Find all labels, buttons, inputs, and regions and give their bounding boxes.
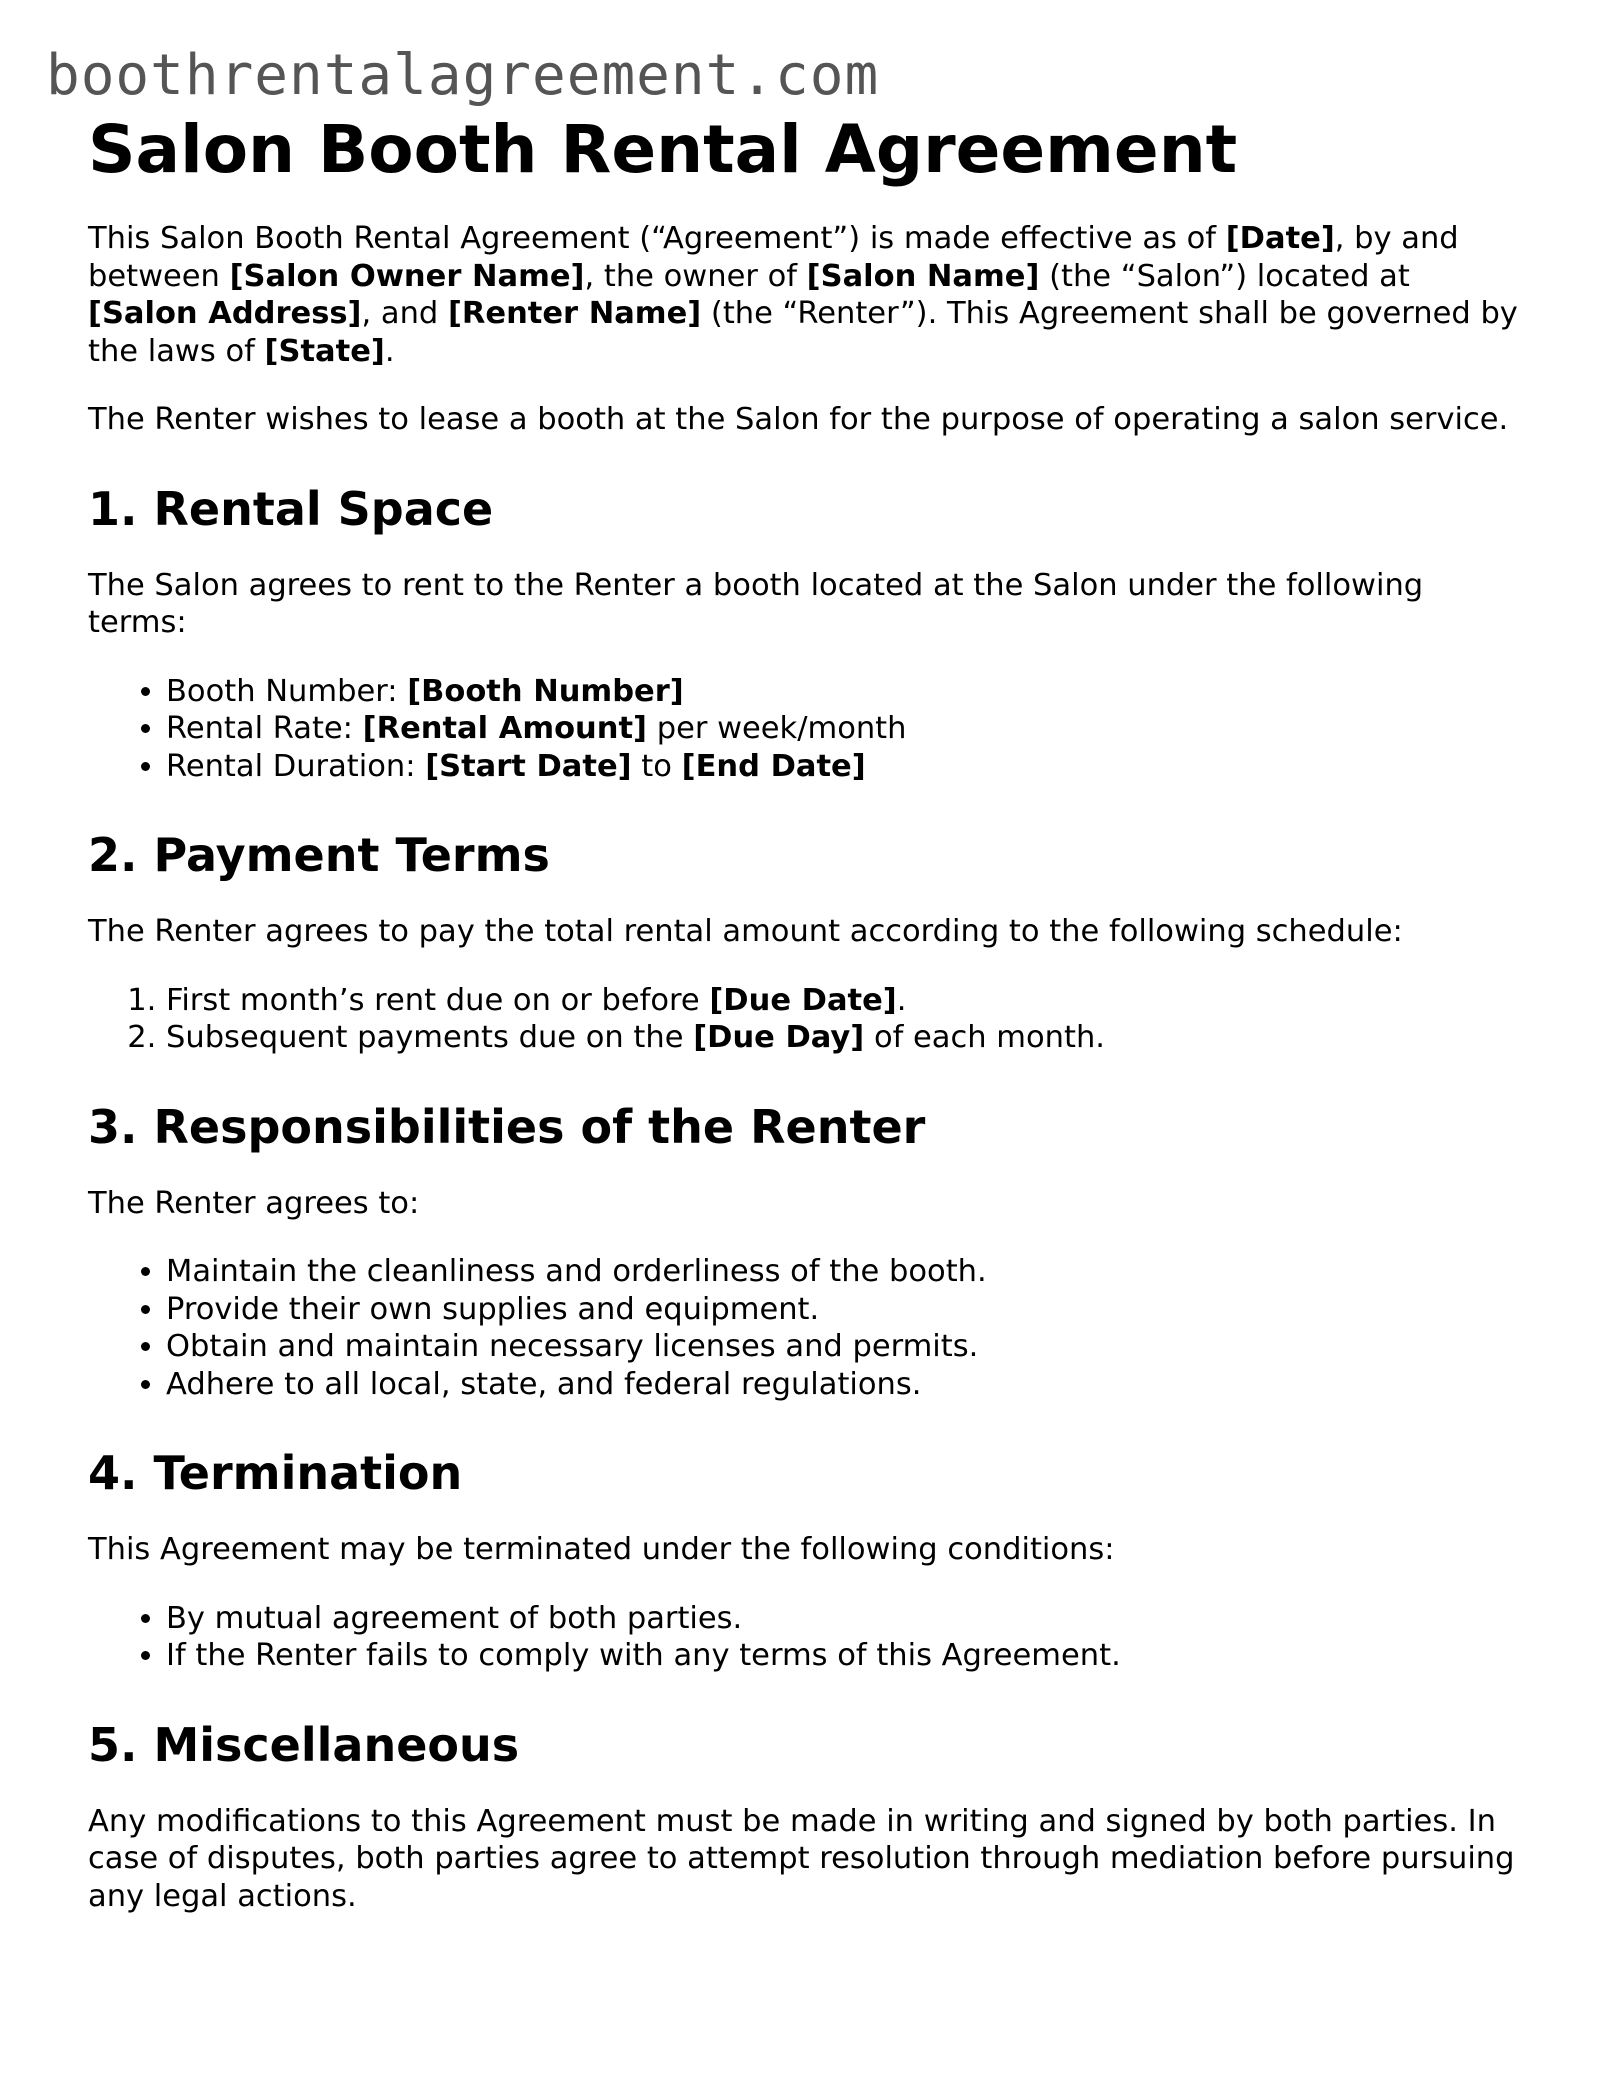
list-item: • Rental Duration: [Start Date] to [End Date] bbox=[166, 748, 1528, 786]
list-item: • Booth Number: [Booth Number] bbox=[166, 673, 1528, 711]
list-item: • If the Renter fails to comply with any terms of this Agreement. bbox=[166, 1637, 1528, 1675]
document-title: Salon Booth Rental Agreement bbox=[88, 111, 1238, 188]
responsibilities-list bbox=[88, 1253, 1528, 1403]
section-heading-responsibilities: 3. Responsibilities of the Renter bbox=[88, 1099, 926, 1154]
section-heading-rental-space: 1. Rental Space bbox=[88, 481, 494, 536]
termination-intro: This Agreement may be terminated under the following conditions: bbox=[88, 1532, 1115, 1567]
payment-terms-intro: The Renter agrees to pay the total rental amount according to the following schedule: bbox=[88, 914, 1403, 949]
list-item: • Maintain the cleanliness and orderliness of the booth. bbox=[166, 1253, 1528, 1291]
salon-address-placeholder: [Salon Address] bbox=[88, 296, 362, 331]
termination-list bbox=[88, 1600, 1528, 1675]
document bbox=[88, 108, 1528, 1946]
intro-paragraph: This Salon Booth Rental Agreement (“Agreement”) is made effective as of [Date], by and between [Salon Owner Name], the owner of [Salon Name] (the “Salon”) located at [Salon Address], and [Renter Name] (the “Renter”). This Agreement shall be governed by the laws of [State]. bbox=[88, 221, 1518, 369]
state-placeholder: [State] bbox=[264, 333, 385, 369]
section-heading-miscellaneous: 5. Miscellaneous bbox=[88, 1717, 520, 1772]
list-item: 1. First month’s rent due on or before [Due Date]. bbox=[166, 982, 1528, 1020]
purpose-paragraph: The Renter wishes to lease a booth at the Salon for the purpose of operating a salon service. bbox=[88, 402, 1509, 437]
list-item: • Adhere to all local, state, and federal regulations. bbox=[166, 1366, 1528, 1404]
list-item: 2. Subsequent payments due on the [Due Day] of each month. bbox=[166, 1019, 1528, 1057]
payment-schedule-list bbox=[88, 982, 1528, 1057]
miscellaneous-body: Any modifications to this Agreement must be made in writing and signed by both parties. In case of disputes, both parties agree to attempt resolution through mediation before pursuing any legal actions. bbox=[88, 1803, 1515, 1914]
renter-name-placeholder: [Renter Name] bbox=[447, 296, 702, 331]
list-item: • Provide their own supplies and equipment. bbox=[166, 1291, 1528, 1329]
section-heading-termination: 4. Termination bbox=[88, 1446, 463, 1500]
responsibilities-intro: The Renter agrees to: bbox=[88, 1185, 420, 1221]
list-item: • Rental Rate: [Rental Amount] per week/month bbox=[166, 710, 1528, 748]
date-placeholder: [Date] bbox=[1225, 221, 1335, 256]
rental-space-intro: The Salon agrees to rent to the Renter a booth located at the Salon under the following terms: bbox=[88, 567, 1424, 640]
list-item: • Obtain and maintain necessary licenses and permits. bbox=[166, 1328, 1528, 1366]
watermark: boothrentalagreement.com bbox=[46, 43, 880, 108]
rental-terms-list bbox=[88, 673, 1528, 786]
section-heading-payment-terms: 2. Payment Terms bbox=[88, 828, 550, 882]
list-item: • By mutual agreement of both parties. bbox=[166, 1600, 1528, 1638]
salon-owner-placeholder: [Salon Owner Name] bbox=[229, 258, 585, 294]
salon-name-placeholder: [Salon Name] bbox=[806, 258, 1040, 294]
